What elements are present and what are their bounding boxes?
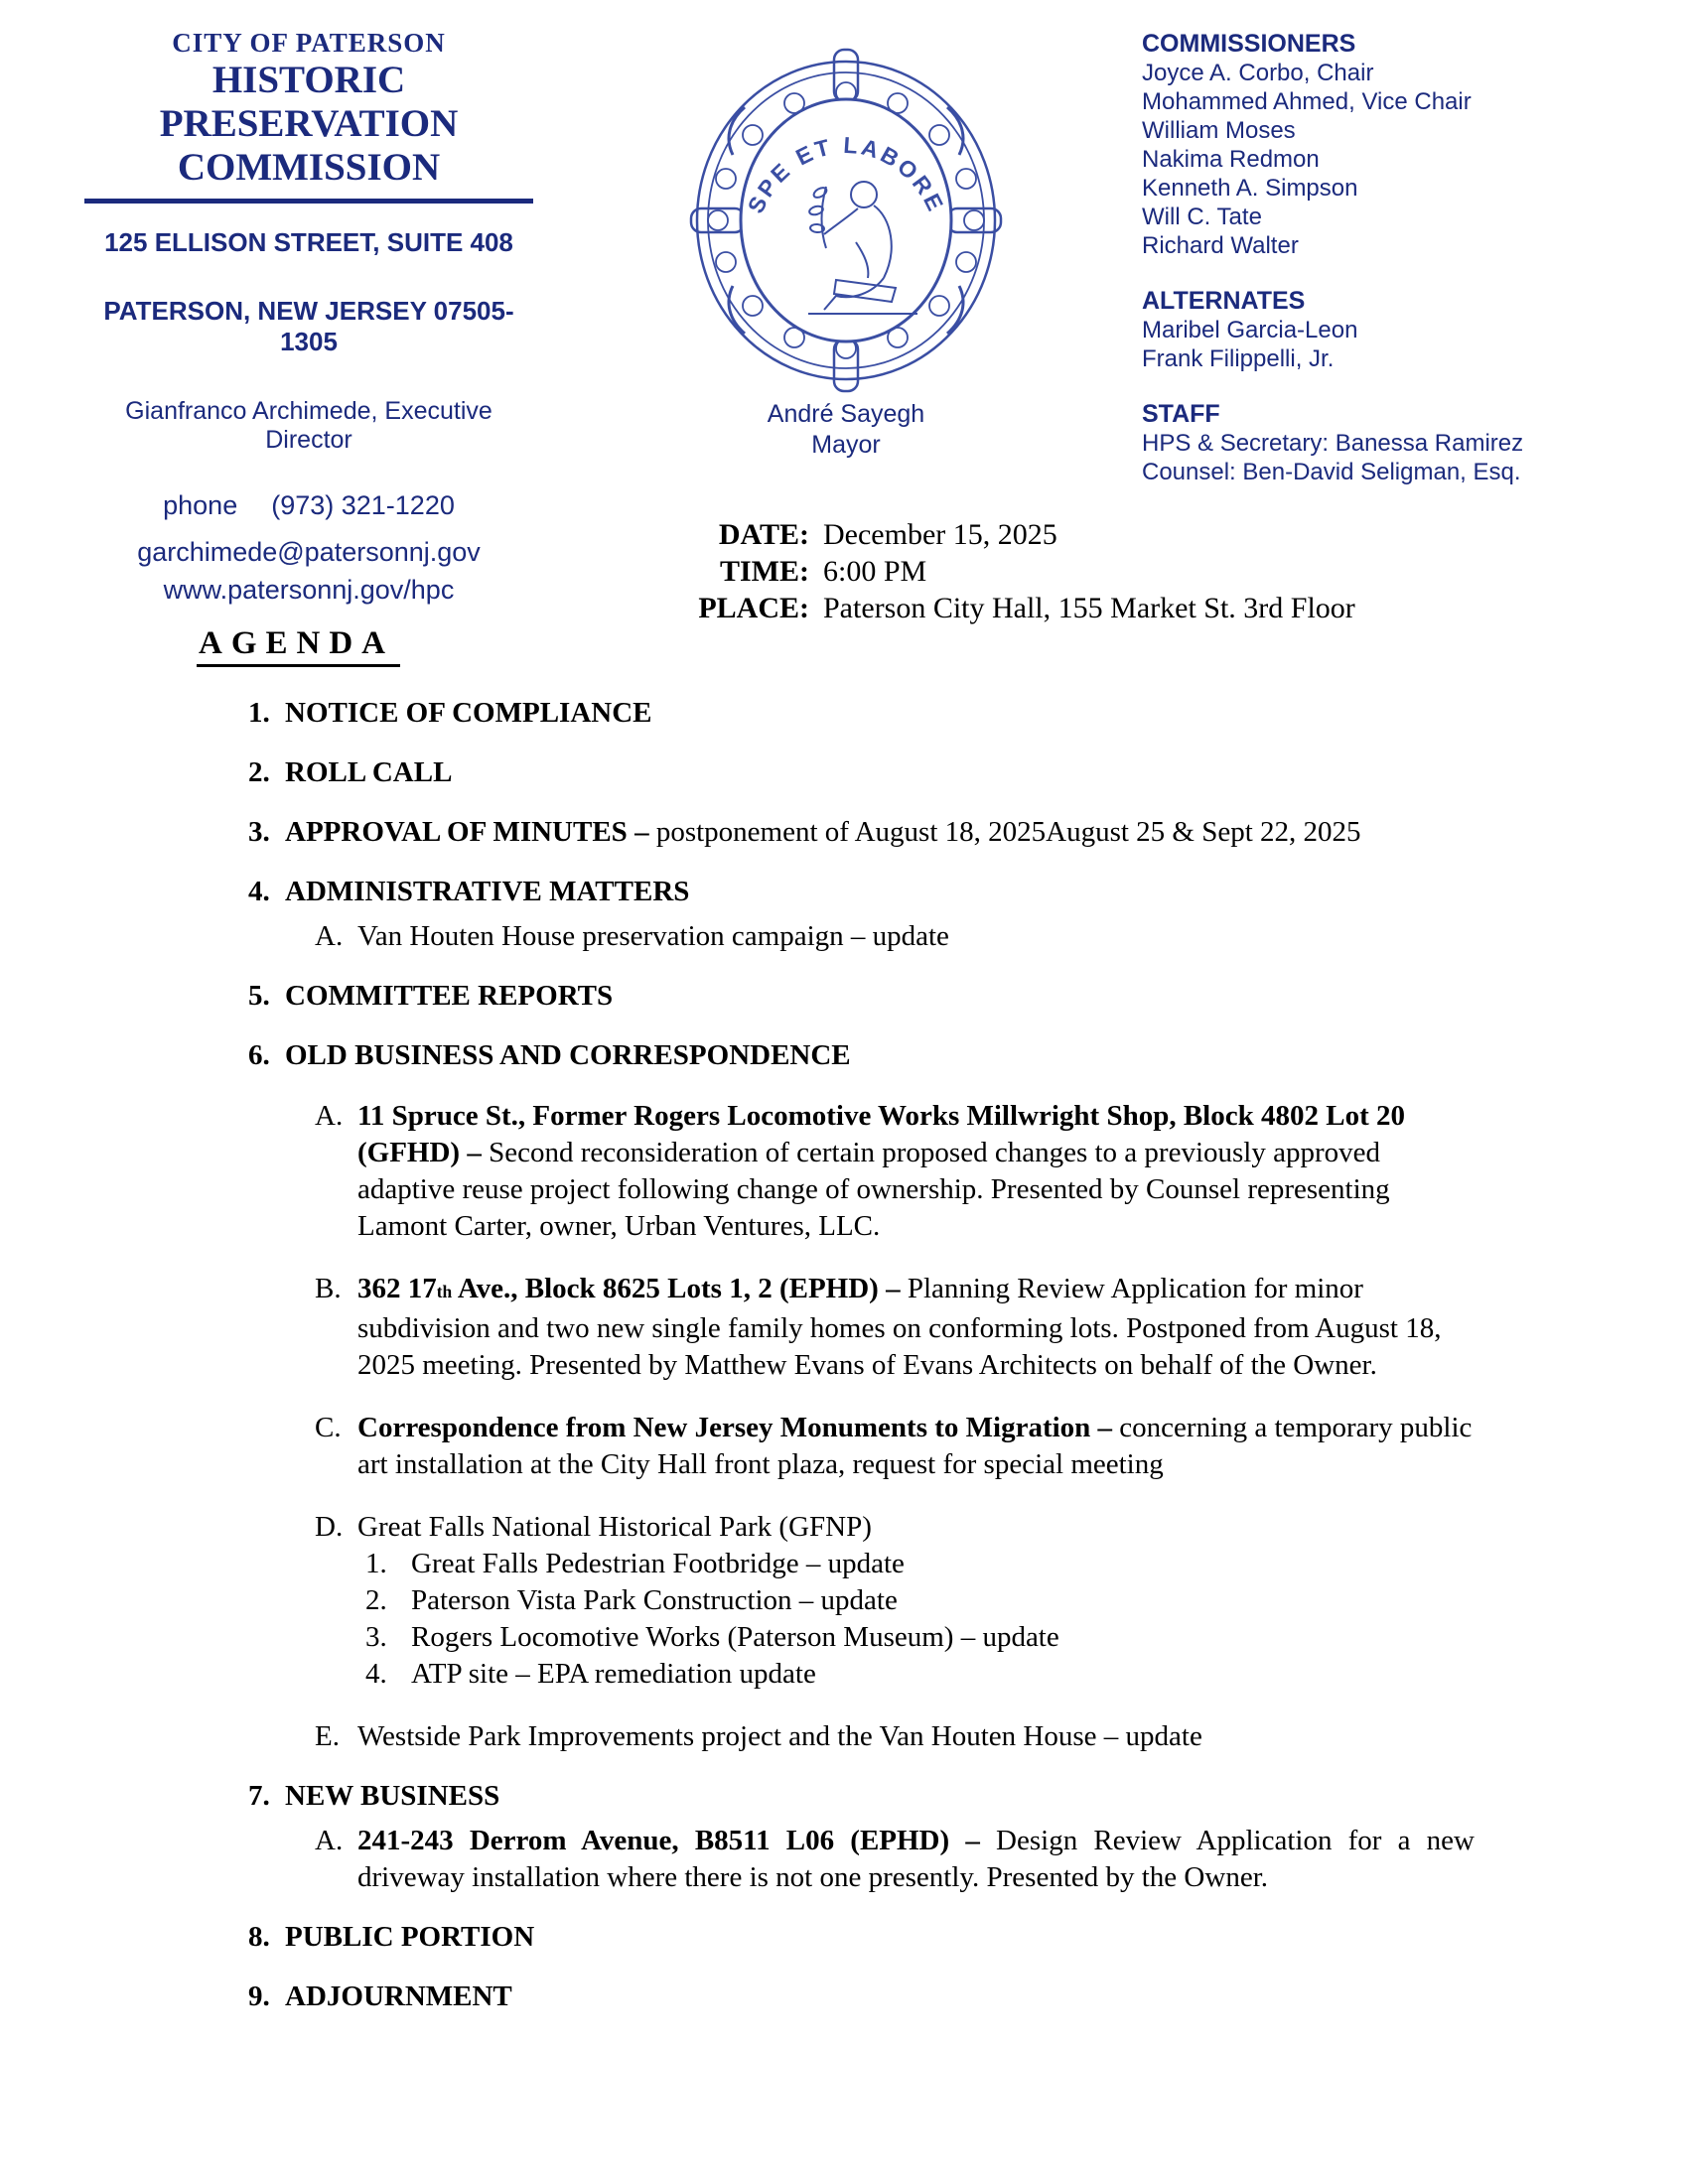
subitem-label: A. — [315, 920, 344, 952]
date-value: December 15, 2025 — [823, 518, 1057, 551]
place-value: Paterson City Hall, 155 Market St. 3rd Floor — [823, 592, 1355, 624]
commissioner-name: Will C. Tate — [1142, 204, 1262, 230]
agenda-subitem-6D — [315, 1509, 1475, 1693]
alternates-title: ALTERNATES — [1142, 287, 1306, 315]
item-number: 9. — [248, 1980, 270, 2012]
date-label: DATE: — [718, 518, 809, 551]
staff-member: Counsel: Ben-David Seligman, Esq. — [1142, 459, 1521, 485]
address-line1: 125 ELLISON STREET, SUITE 408 — [104, 227, 513, 257]
roster — [1142, 30, 1638, 486]
subitem-text: Great Falls National Historical Park (GFNP) 1. Great Falls Pedestrian Footbridge – update 2. Paterson Vista Park Construction – update 3. Rogers Locomotive Works (Paterson Museum) – update 4. ATP site – EPA remediation update — [357, 1509, 1475, 1693]
mayor-name: André Sayegh — [767, 400, 925, 428]
subitem-text: 11 Spruce St., Former Rogers Locomotive Works Millwright Shop, Block 4802 Lot 20 (GFHD) – Second reconsideration of certain proposed changes to a previously approved adaptive reuse project following change of ownership. Presented by Counsel representing Lamont Carter, owner, Urban Ventures, LLC. — [357, 1100, 1405, 1242]
agenda-item-6 — [248, 1037, 1475, 1755]
item-number: 2. — [248, 756, 270, 788]
item-number: 6. — [248, 1039, 270, 1071]
commissioner-name: Mohammed Ahmed, Vice Chair — [1142, 88, 1472, 115]
item-heading: ROLL CALL — [285, 756, 453, 788]
item-text — [285, 874, 1475, 955]
agenda-item-3 — [248, 814, 1475, 851]
item-heading: PUBLIC PORTION — [285, 1921, 535, 1953]
meeting-time-row — [591, 553, 1445, 590]
org-name-line1: CITY OF PATERSON — [172, 28, 446, 58]
item-text — [285, 1778, 1475, 1896]
meeting-date-row — [591, 516, 1445, 553]
agenda-item-4 — [248, 874, 1475, 955]
item-number: 1. — [248, 697, 270, 729]
city-seal-graphic — [687, 44, 1005, 397]
executive-director: Gianfranco Archimede, Executive Director — [125, 397, 492, 454]
item-heading: ADMINISTRATIVE MATTERS — [285, 876, 690, 907]
staff-title: STAFF — [1142, 400, 1220, 428]
item-number: 7. — [248, 1780, 270, 1812]
item-heading: APPROVAL OF MINUTES – — [285, 816, 656, 848]
subitem-label: A. — [315, 1825, 344, 1856]
agenda-subsubitem-6D2: 2. Paterson Vista Park Construction – update — [365, 1584, 898, 1616]
mayor-title: Mayor — [811, 431, 881, 459]
item-number: 8. — [248, 1921, 270, 1953]
agenda-item-9 — [248, 1979, 1475, 2015]
phone-number: (973) 321-1220 — [271, 490, 455, 520]
commissioners-title: COMMISSIONERS — [1142, 30, 1356, 58]
item-number: 3. — [248, 816, 270, 848]
subitem-text: Westside Park Improvements project and the Van Houten House – update — [357, 1720, 1202, 1752]
item-heading: COMMITTEE REPORTS — [285, 980, 614, 1012]
commissioner-name: Kenneth A. Simpson — [1142, 175, 1358, 202]
agenda-subitem-6C — [315, 1410, 1475, 1483]
commissioner-name: Nakima Redmon — [1142, 146, 1320, 173]
agenda-item-1 — [248, 695, 1475, 732]
address-line2: PATERSON, NEW JERSEY 07505-1305 — [103, 296, 514, 356]
org-name-line2: HISTORIC PRESERVATION — [159, 59, 459, 145]
time-value: 6:00 PM — [823, 555, 927, 588]
agenda-subitem-4A — [315, 918, 1475, 955]
city-seal — [687, 44, 1005, 397]
org-name-line3: COMMISSION — [177, 146, 441, 189]
agenda-subsubitem-6D4: 4. ATP site – EPA remediation update — [365, 1658, 816, 1690]
item-text — [285, 1037, 1475, 1755]
subitem-text: 241-243 Derrom Avenue, B8511 L06 (EPHD) – Design Review Application for a new driveway installation where there is not one presently. Presented by the Owner. — [357, 1825, 1476, 1893]
agenda-item-2 — [248, 754, 1475, 791]
agenda-item-7 — [248, 1778, 1475, 1896]
item-heading: NOTICE OF COMPLIANCE — [285, 697, 652, 729]
subitem-label: D. — [315, 1511, 344, 1543]
subitem-label: A. — [315, 1100, 344, 1132]
agenda-item-8 — [248, 1919, 1475, 1956]
phone-line — [84, 490, 533, 521]
item-number: 5. — [248, 980, 270, 1012]
place-label: PLACE: — [698, 592, 809, 624]
agenda-list — [248, 695, 1475, 2038]
item-detail: postponement of August 18, 2025August 25 & Sept 22, 2025 — [655, 816, 1361, 848]
subitem-label: B. — [315, 1273, 342, 1304]
item-heading: ADJOURNMENT — [285, 1980, 512, 2012]
agenda-subitem-6B — [315, 1271, 1475, 1384]
subitem-label: E. — [315, 1720, 340, 1752]
subitem-text: 362 17th Ave., Block 8625 Lots 1, 2 (EPHD) – Planning Review Application for minor subdivision and two new single family homes on conforming lots. Postponed from August 18, 2025 meeting. Presented by Matthew Evans of Evans Architects on behalf of the Owner. — [357, 1273, 1442, 1381]
mayor-block — [687, 399, 1005, 461]
commissioner-name: Joyce A. Corbo, Chair — [1142, 60, 1374, 86]
staff-member: HPS & Secretary: Banessa Ramirez — [1142, 430, 1524, 457]
meeting-info — [591, 516, 1445, 626]
agenda-subitem-7A — [315, 1823, 1475, 1896]
item-heading: NEW BUSINESS — [285, 1780, 500, 1812]
time-label: TIME: — [720, 555, 809, 588]
agenda-subitem-6E — [315, 1718, 1475, 1755]
seal-motto-text: SPE ET LABORE — [742, 131, 950, 217]
commissioner-name: Richard Walter — [1142, 232, 1299, 259]
website-url: www.patersonnj.gov/hpc — [163, 575, 455, 605]
subitem-text: Van Houten House preservation campaign – update — [357, 920, 949, 952]
agenda-item-5 — [248, 978, 1475, 1015]
subitem-label: C. — [315, 1412, 342, 1443]
agenda-subsubitem-6D3: 3. Rogers Locomotive Works (Paterson Museum) – update — [365, 1621, 1059, 1653]
agenda-heading: AGENDA — [197, 625, 400, 667]
agenda-subitem-6A — [315, 1098, 1475, 1245]
item-number: 4. — [248, 876, 270, 907]
phone-label: phone — [163, 490, 238, 520]
meeting-place-row — [591, 590, 1445, 626]
item-heading: OLD BUSINESS AND CORRESPONDENCE — [285, 1039, 851, 1071]
letterhead-divider — [84, 199, 533, 204]
letterhead — [84, 28, 533, 606]
item-text — [285, 814, 1475, 851]
alternate-name: Frank Filippelli, Jr. — [1142, 345, 1335, 372]
agenda-subsubitem-6D1: 1. Great Falls Pedestrian Footbridge – update — [365, 1548, 905, 1579]
alternate-name: Maribel Garcia-Leon — [1142, 317, 1358, 343]
subitem-text: Correspondence from New Jersey Monuments to Migration – concerning a temporary public art installation at the City Hall front plaza, request for special meeting — [357, 1412, 1473, 1480]
commissioner-name: William Moses — [1142, 117, 1296, 144]
email-address: garchimede@patersonnj.gov — [137, 537, 481, 567]
